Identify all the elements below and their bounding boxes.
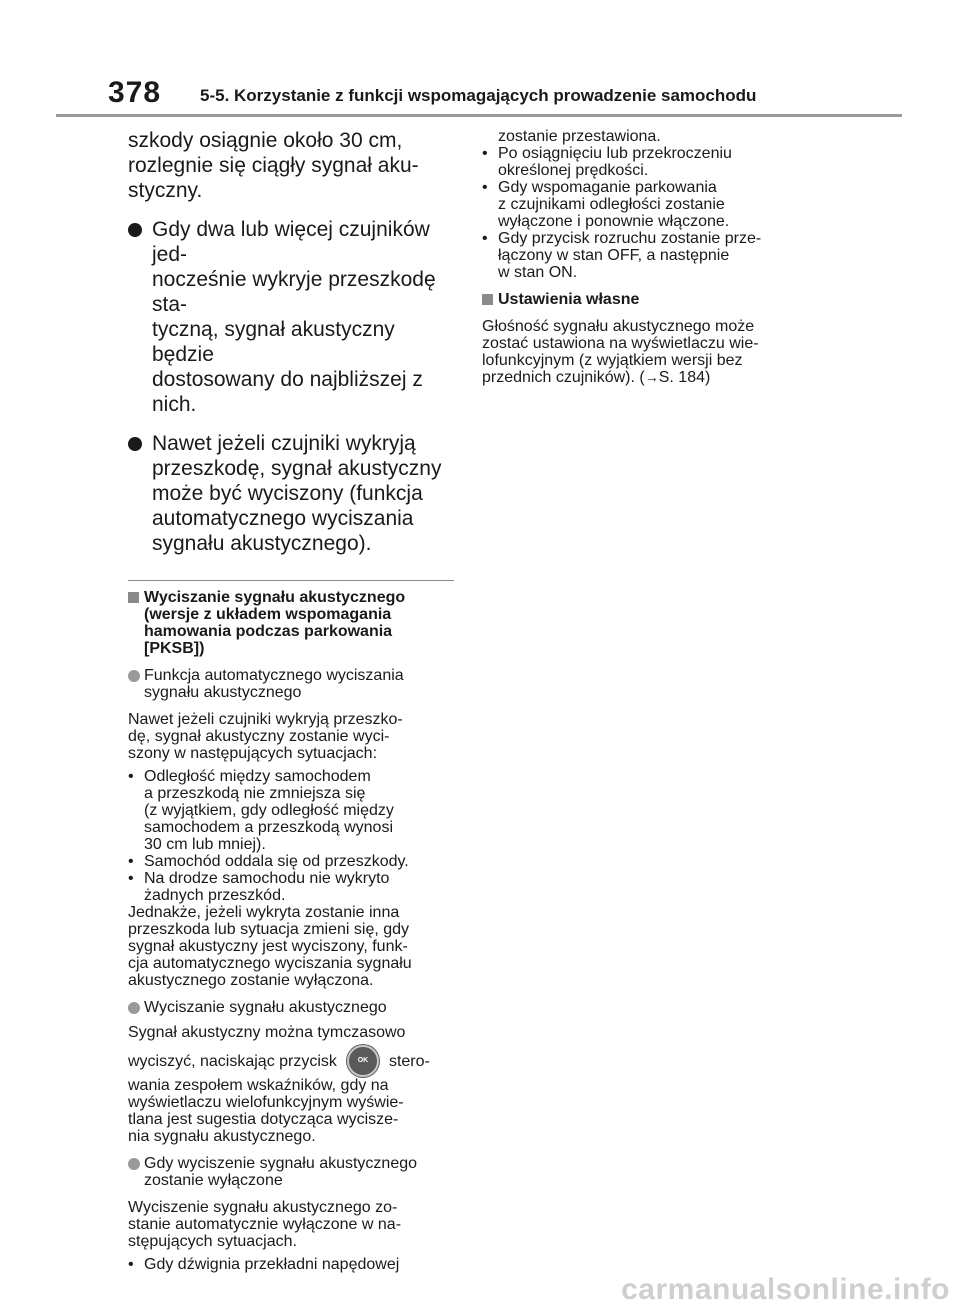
text-line: Funkcja automatycznego wyciszania [144,667,404,684]
text-line: cja automatycznego wyciszania sygnału [128,955,412,972]
list-continuation: zostanie przestawiona. [498,128,661,145]
list-item-line: określonej prędkości. [498,162,649,179]
list-item [482,179,822,230]
list-item-line: wyłączone i ponownie włączone. [498,213,730,230]
ok-button-icon: OK [347,1045,379,1077]
bullet-nearest-obstacle [128,217,454,417]
text-line: przeszkodę, sygnał akustyczny [152,457,442,480]
list-item-line: Samochód oddala się od przeszkody. [144,853,409,870]
list-item-line: Gdy przycisk rozruchu zostanie prze- [498,230,762,247]
subheading-text: Wyciszanie sygnału akustycznego [144,999,387,1016]
text-line: Głośność sygnału akustycznego może [482,318,755,335]
text-line: wania zespołem wskaźników, gdy na [128,1077,389,1094]
text-line: rozlegnie się ciągły sygnał aku- [128,154,419,177]
text-line: szony w następujących sytuacjach: [128,745,378,762]
section-divider [128,580,454,581]
list-item-line: 30 cm lub mniej). [144,836,266,853]
bullet-icon: • [482,230,488,247]
paragraph-line-with-button [128,1045,454,1077]
chapter-title: 5-5. Korzystanie z funkcji wspomagających prowadzenie samochodu [200,86,757,105]
bullet-auto-mute [128,431,454,556]
text-line: (wersje z układem wspomagania [144,606,392,623]
list-item-line: samochodem a przeszkodą wynosi [144,819,394,836]
intro-text [128,128,454,203]
paragraph-text: stero- [388,1052,430,1070]
situation-list [128,768,454,904]
paragraph [128,1199,454,1250]
cancel-situation-list-cont [482,145,822,281]
paragraph [128,711,454,762]
section-heading-text: Ustawienia własne [498,291,640,308]
subheading-muting [128,999,454,1016]
list-item-line: Po osiągnięciu lub przekroczeniu [498,145,732,162]
text-line: nocześnie wykryje przeszkodę sta- [152,268,436,316]
text-line: przeszkoda lub sytuacja zmieni się, gdy [128,921,410,938]
paragraph-text: przednich czujników). ( [482,369,645,386]
text-line: sygnał akustyczny jest wyciszony, funk- [128,938,408,955]
subheading-auto-muting [128,667,454,701]
paragraph-lines [482,318,822,369]
text-line: wyświetlaczu wielofunkcyjnym wyświe- [128,1094,404,1111]
bullet-icon: • [128,1256,134,1273]
list-item [128,768,454,853]
bullet-text [152,217,454,417]
text-line: może być wyciszony (funkcja [152,482,423,505]
bullet-icon: • [128,768,134,785]
text-line: Wyciszenie sygnału akustycznego zo- [128,1199,398,1216]
text-line: zostanie wyłączone [144,1172,283,1189]
list-item [128,853,454,870]
list-item-line: Na drodze samochodu nie wykryto [144,870,390,887]
paragraph [482,318,822,386]
arrow-right-icon: → [644,369,659,385]
text-line: styczny. [128,179,203,202]
section-heading-muting [128,589,454,657]
text-line: sygnału akustycznego [144,684,302,701]
text-line: Gdy dwa lub więcej czujników jed- [152,218,430,266]
paragraph-line: Sygnał akustyczny można tymczasowo [128,1024,406,1041]
text-line: lofunkcyjnym (z wyjątkiem wersji bez [482,352,743,369]
text-line: Nawet jeżeli czujniki wykryją [152,432,416,455]
text-line: Nawet jeżeli czujniki wykryją przeszko- [128,711,403,728]
header-divider [56,114,902,117]
list-item-line: (z wyjątkiem, gdy odległość między [144,802,394,819]
list-item [482,230,822,281]
list-item-line: Gdy wspomaganie parkowania [498,179,717,196]
text-line: Jednakże, jeżeli wykryta zostanie inna [128,904,400,921]
text-line: Wyciszanie sygnału akustycznego [144,589,406,606]
list-item-line: a przeszkodą nie zmniejsza się [144,785,366,802]
bullet-dot-icon [128,437,142,451]
list-item [128,870,454,904]
text-line: zostać ustawiona na wyświetlaczu wie- [482,335,759,352]
paragraph [128,904,454,989]
text-line: tlana jest sugestia dotycząca wycisze- [128,1111,399,1128]
right-column [482,128,822,386]
left-column [128,128,454,1273]
text-line: akustycznego zostanie wyłączona. [128,972,374,989]
list-item-line: łączony w stan OFF, a następnie [498,247,730,264]
square-bullet-icon [128,592,139,603]
list-item-line: z czujnikami odległości zostanie [498,196,725,213]
text-line: szkody osiągnie około 30 cm, [128,129,403,152]
circle-bullet-icon [128,670,140,682]
text-line: dę, sygnał akustyczny zostanie wyci- [128,728,390,745]
list-item-line: w stan ON. [498,264,578,281]
circle-bullet-icon [128,1158,140,1170]
square-bullet-icon [482,294,493,305]
list-item [128,1256,454,1273]
page-reference-link[interactable]: S. 184) [658,369,711,386]
subheading-text [144,1155,454,1189]
cancel-situation-list [128,1256,454,1273]
bullet-icon: • [128,853,134,870]
text-line: tyczną, sygnał akustyczny będzie [152,318,395,366]
list-item-line: żadnych przeszkód. [144,887,286,904]
bullet-dot-icon [128,223,142,237]
bullet-icon: • [482,179,488,196]
text-line: [PKSB]) [144,640,205,657]
text-line: Gdy wyciszenie sygnału akustycznego [144,1155,418,1172]
paragraph [128,1077,454,1145]
text-line: hamowania podczas parkowania [144,623,393,640]
watermark: carmanualsonline.info [621,1273,950,1306]
paragraph-last-line [482,369,822,386]
text-line: stanie automatycznie wyłączone w na- [128,1216,402,1233]
list-item [482,145,822,179]
text-line: stępujących sytuacjach. [128,1233,297,1250]
bullet-text [152,431,454,556]
circle-bullet-icon [128,1002,140,1014]
page-number: 378 [108,76,162,109]
list-item-line: Gdy dźwignia przekładni napędowej [144,1256,400,1273]
text-line: nia sygnału akustycznego. [128,1128,316,1145]
subheading-text [144,667,454,701]
bullet-icon: • [482,145,488,162]
paragraph-text: wyciszyć, naciskając przycisk [128,1052,337,1070]
text-line: automatycznego wyciszania [152,507,414,530]
subheading-mute-cancel [128,1155,454,1189]
bullet-icon: • [128,870,134,887]
section-heading-text [144,589,454,657]
section-heading-custom-settings [482,291,822,308]
text-line: sygnału akustycznego). [152,532,372,555]
text-line: dostosowany do najbliższej z nich. [152,368,423,416]
list-item-line: Odległość między samochodem [144,768,371,785]
